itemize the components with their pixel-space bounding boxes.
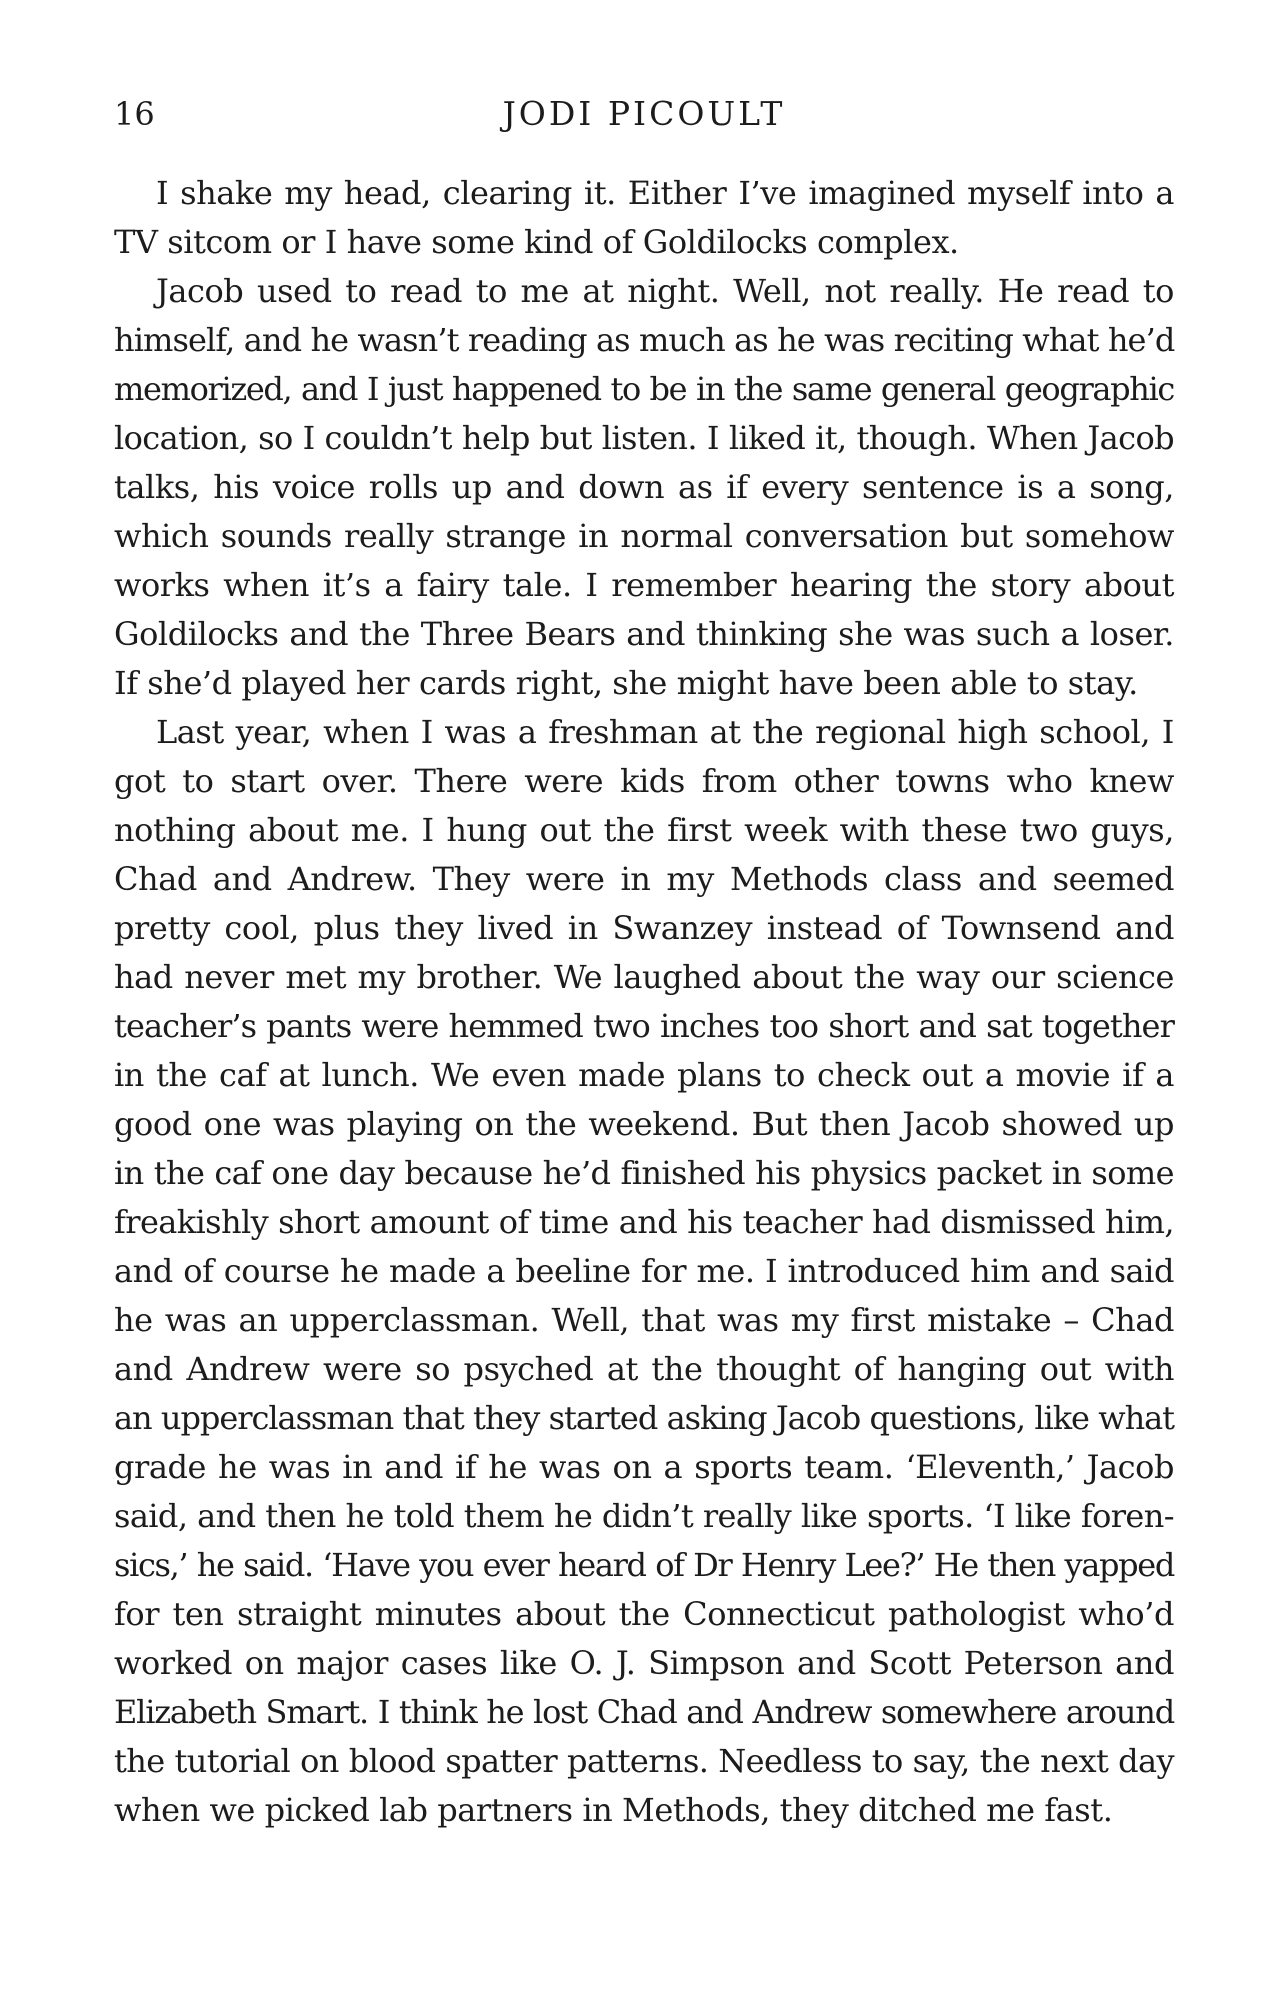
text-line: If she’d played her cards right, she might have been able to stay. [114,664,1138,702]
text-line: the tutorial on blood spatter patterns. Needless to say, the next day [114,1742,1174,1780]
text-line: Goldilocks and the Three Bears and thinking she was such a loser. [114,615,1174,653]
text-line: in the caf at lunch. We even made plans to check out a movie if a [114,1056,1174,1094]
text-line: nothing about me. I hung out the first week with these two guys, [114,811,1174,849]
paragraph [114,708,1174,1835]
text-line: for ten straight minutes about the Connecticut pathologist who’d [114,1595,1174,1633]
text-line: grade he was in and if he was on a sports team. ‘Eleventh,’ Jacob [114,1448,1174,1486]
text-line: worked on major cases like O. J. Simpson and Scott Peterson and [114,1644,1174,1682]
text-line: pretty cool, plus they lived in Swanzey instead of Townsend and [114,909,1174,947]
text-line: teacher’s pants were hemmed two inches too short and sat together [114,1007,1174,1045]
text-line: himself, and he wasn’t reading as much as he was reciting what he’d [114,321,1175,359]
text-line: Chad and Andrew. They were in my Methods class and seemed [114,860,1174,898]
text-line: memorized, and I just happened to be in the same general geographic [114,370,1174,408]
text-line: in the caf one day because he’d finished his physics packet in some [114,1154,1174,1192]
text-line: works when it’s a fairy tale. I remember hearing the story about [114,566,1174,604]
text-line: Last year, when I was a freshman at the regional high school, I [156,713,1174,751]
text-line: Elizabeth Smart. I think he lost Chad and Andrew somewhere around [114,1693,1174,1731]
text-line: and of course he made a beeline for me. I introduced him and said [114,1252,1174,1290]
paragraph [114,267,1174,708]
text-line: talks, his voice rolls up and down as if every sentence is a song, [114,468,1174,506]
text-line: had never met my brother. We laughed about the way our science [114,958,1174,996]
text-line: got to start over. There were kids from other towns who knew [114,762,1174,800]
text-line: he was an upperclassman. Well, that was my first mistake – Chad [114,1301,1174,1339]
text-line: I shake my head, clearing it. Either I’ve imagined myself into a [156,174,1174,212]
text-line: and Andrew were so psyched at the thought of hanging out with [114,1350,1174,1388]
text-line: an upperclassman that they started asking Jacob questions, like what [114,1399,1174,1437]
text-line: freakishly short amount of time and his teacher had dismissed him, [114,1203,1174,1241]
text-line: Jacob used to read to me at night. Well, not really. He read to [156,272,1174,310]
text-line: which sounds really strange in normal conversation but somehow [114,517,1174,555]
text-line: good one was playing on the weekend. But then Jacob showed up [114,1105,1174,1143]
text-line: said, and then he told them he didn’t really like sports. ‘I like foren- [114,1497,1174,1535]
text-line: sics,’ he said. ‘Have you ever heard of Dr Henry Lee?’ He then yapped [114,1546,1174,1584]
text-line: when we picked lab partners in Methods, they ditched me fast. [114,1791,1113,1829]
text-line: location, so I couldn’t help but listen. I liked it, though. When Jacob [114,419,1174,457]
text-line: TV sitcom or I have some kind of Goldilocks complex. [114,223,959,261]
body-text [114,169,1174,1835]
running-head [114,92,1174,136]
book-title: JODI PICOULT [502,94,786,133]
paragraph [114,169,1174,267]
page-number: 16 [114,95,155,133]
